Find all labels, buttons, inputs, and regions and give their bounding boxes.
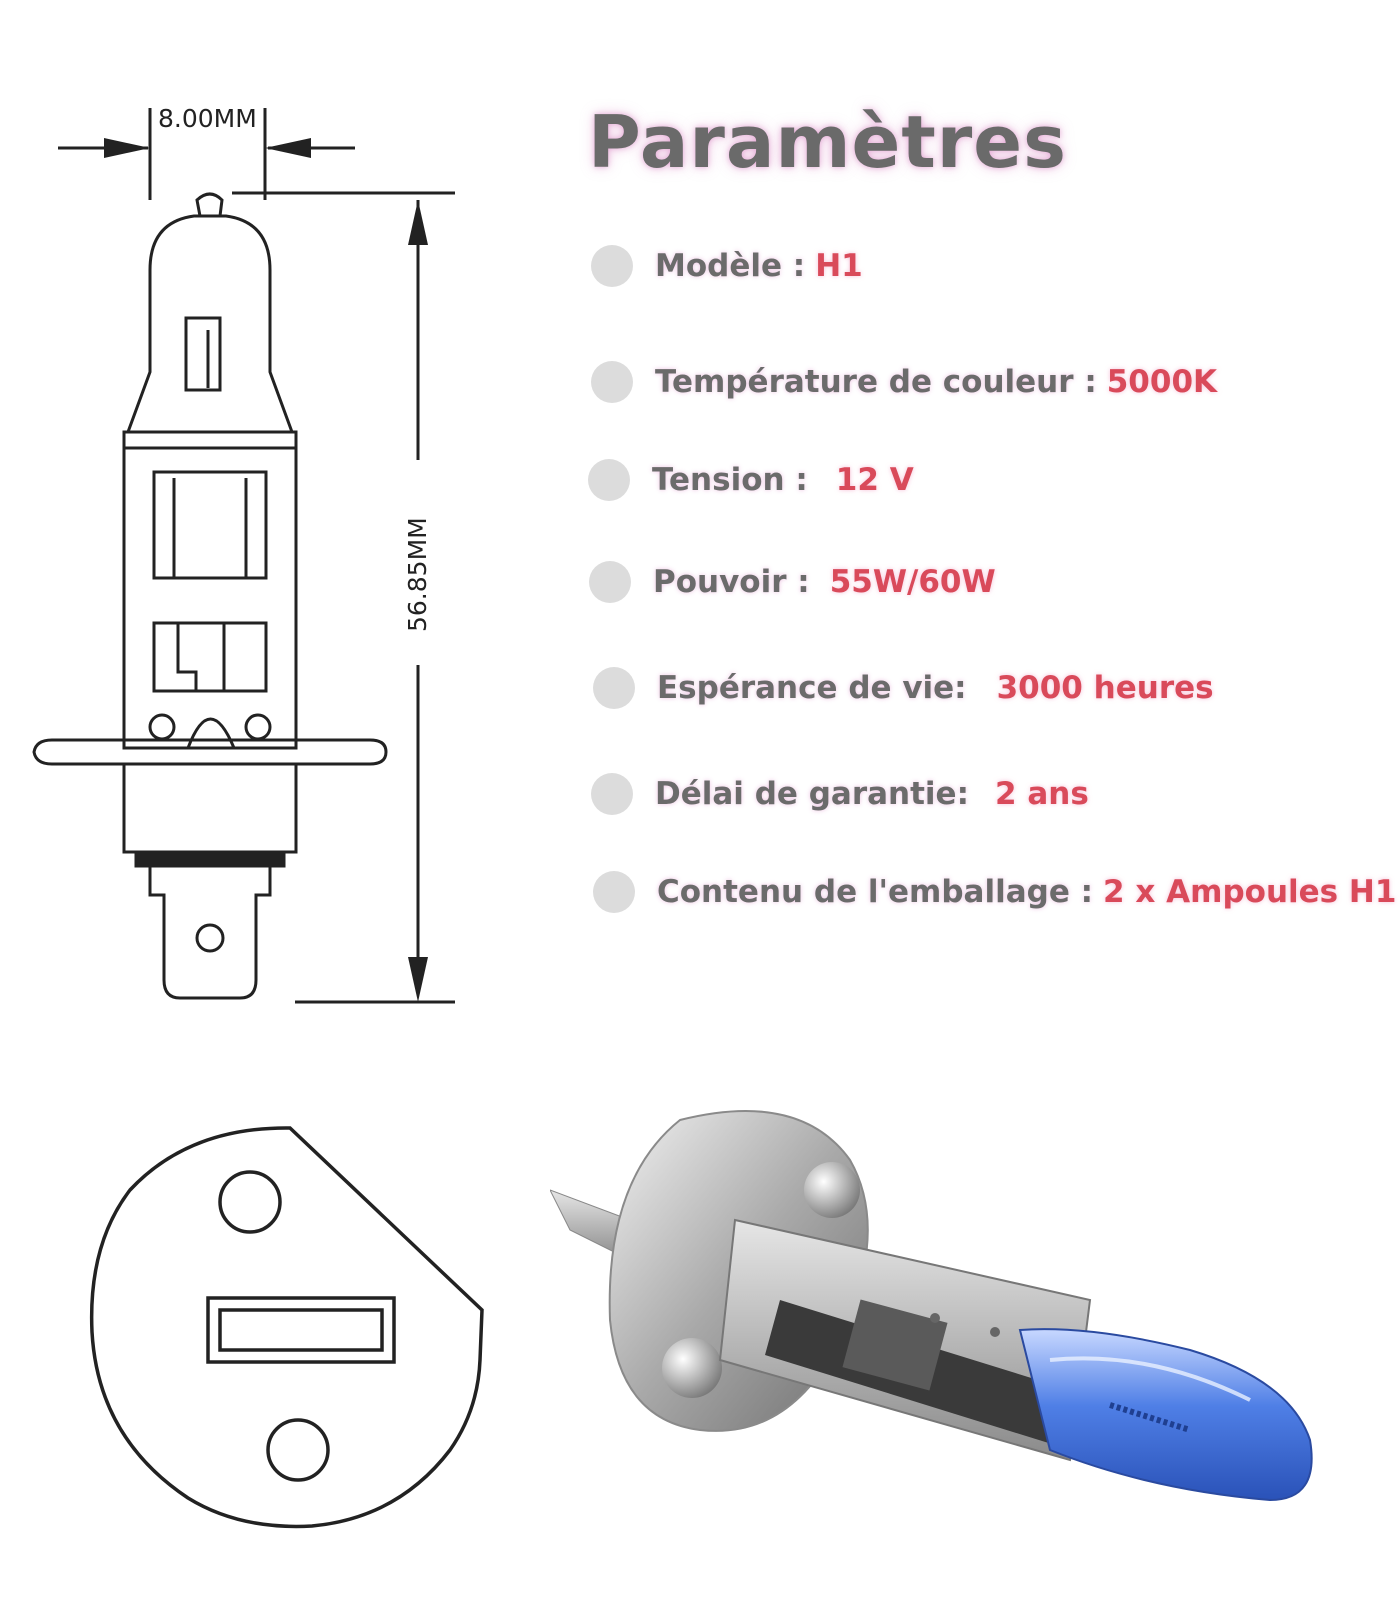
param-voltage [588, 450, 914, 510]
param-package-contents [593, 862, 1396, 922]
param-value: 3000 heures [996, 670, 1214, 706]
bulb-product-image [550, 1100, 1380, 1570]
bullet-icon [593, 667, 635, 709]
bullet-icon [591, 773, 633, 815]
param-label: Délai de garantie: [655, 776, 969, 812]
width-dimension-label: 8.00MM [158, 104, 257, 133]
param-warranty [591, 764, 1089, 824]
bullet-icon [589, 561, 631, 603]
bullet-icon [591, 361, 633, 403]
param-value: 12 V [835, 462, 914, 498]
param-color-temperature [591, 352, 1217, 412]
param-value: 2 x Ampoules H1 [1103, 874, 1397, 910]
bullet-icon [591, 245, 633, 287]
param-value: H1 [815, 248, 863, 284]
param-life-expectancy [593, 658, 1214, 718]
param-value: 2 ans [994, 776, 1089, 812]
bullet-icon [588, 459, 630, 501]
flange-top-view-drawing [80, 1120, 500, 1540]
height-dimension-label: 56.85MM [403, 517, 432, 632]
param-label: Tension : [652, 462, 808, 498]
param-value: 5000K [1106, 364, 1218, 400]
param-label: Pouvoir : [653, 564, 810, 600]
param-label: Température de couleur : [655, 364, 1097, 400]
param-label: Modèle : [655, 248, 806, 284]
param-value: 55W/60W [829, 564, 996, 600]
param-label: Contenu de l'emballage : [657, 874, 1094, 910]
param-label: Espérance de vie: [657, 670, 967, 706]
param-model [591, 236, 863, 296]
page-title: Paramètres [588, 100, 1067, 184]
bulb-dimension-drawing [0, 0, 480, 1020]
param-power [589, 552, 996, 612]
bullet-icon [593, 871, 635, 913]
